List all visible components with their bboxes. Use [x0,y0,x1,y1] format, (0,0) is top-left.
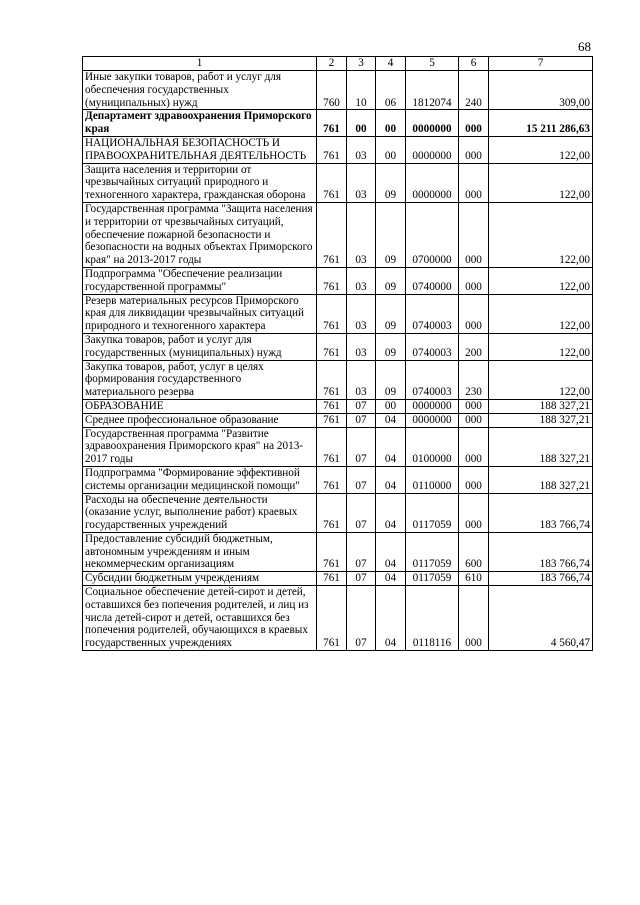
table-row [83,110,593,137]
row-code-2: 761 [317,136,347,163]
row-code-6: 600 [459,532,489,571]
row-code-6: 000 [459,399,489,413]
row-code-5: 0000000 [406,413,459,427]
row-code-3: 07 [347,399,376,413]
row-code-4: 00 [376,110,406,137]
row-code-3: 07 [347,427,376,466]
table-row [83,572,593,586]
row-code-2: 761 [317,294,347,333]
row-code-5: 0700000 [406,202,459,267]
row-code-5: 0740003 [406,333,459,360]
table-row [83,71,593,110]
row-code-3: 07 [347,466,376,493]
row-code-5: 0000000 [406,110,459,137]
row-amount: 122,00 [489,267,593,294]
row-code-2: 761 [317,532,347,571]
row-code-6: 200 [459,333,489,360]
table-row [83,493,593,532]
row-code-6: 000 [459,202,489,267]
row-code-6: 000 [459,493,489,532]
row-code-6: 000 [459,427,489,466]
row-amount: 188 327,21 [489,427,593,466]
row-code-6: 000 [459,163,489,202]
row-code-3: 07 [347,532,376,571]
row-name: Государственная программа "Развитие здравоохранения Приморского края" на 2013-2017 годы [83,427,317,466]
row-code-4: 04 [376,427,406,466]
row-code-6: 000 [459,586,489,651]
row-code-3: 07 [347,586,376,651]
row-name: Социальное обеспечение детей-сирот и детей, оставшихся без попечения родителей, и лиц из числа детей-сирот и детей, оставшихся без попечения родителей, обучающихся в краевых государственных учреждениях [83,586,317,651]
row-name: Предоставление субсидий бюджетным, автономным учреждениям и иным некоммерческим организациям [83,532,317,571]
row-code-3: 00 [347,110,376,137]
row-code-4: 09 [376,267,406,294]
row-code-2: 761 [317,493,347,532]
row-name: Расходы на обеспечение деятельности (оказание услуг, выполнение работ) краевых государственных учреждений [83,493,317,532]
row-amount: 188 327,21 [489,466,593,493]
row-code-4: 04 [376,493,406,532]
row-code-4: 04 [376,572,406,586]
row-code-5: 0000000 [406,163,459,202]
row-code-2: 760 [317,71,347,110]
table-row [83,294,593,333]
row-code-5: 0000000 [406,399,459,413]
row-code-2: 761 [317,163,347,202]
column-header: 3 [347,57,376,71]
row-code-5: 0000000 [406,136,459,163]
row-code-4: 04 [376,586,406,651]
row-amount: 188 327,21 [489,413,593,427]
row-name: Закупка товаров, работ и услуг для государственных (муниципальных) нужд [83,333,317,360]
row-amount: 188 327,21 [489,399,593,413]
column-header: 4 [376,57,406,71]
row-code-5: 0100000 [406,427,459,466]
page-number: 68 [578,39,591,54]
row-code-5: 0740003 [406,294,459,333]
row-code-4: 04 [376,532,406,571]
row-code-6: 240 [459,71,489,110]
row-code-2: 761 [317,466,347,493]
row-code-2: 761 [317,427,347,466]
row-code-6: 000 [459,466,489,493]
row-code-5: 0740000 [406,267,459,294]
column-header: 2 [317,57,347,71]
column-header: 7 [489,57,593,71]
row-amount: 183 766,74 [489,532,593,571]
row-code-2: 761 [317,110,347,137]
row-name: Подпрограмма "Обеспечение реализации государственной программы" [83,267,317,294]
row-amount: 15 211 286,63 [489,110,593,137]
budget-table [82,56,593,651]
row-code-3: 03 [347,294,376,333]
row-amount: 122,00 [489,202,593,267]
row-amount: 122,00 [489,136,593,163]
row-code-5: 0117059 [406,532,459,571]
row-name: Подпрограмма "Формирование эффективной системы организации медицинской помощи" [83,466,317,493]
row-code-6: 000 [459,413,489,427]
table-header-row [83,57,593,71]
row-amount: 309,00 [489,71,593,110]
row-code-4: 09 [376,360,406,399]
row-code-4: 04 [376,413,406,427]
row-code-2: 761 [317,333,347,360]
table-row [83,136,593,163]
table-row [83,163,593,202]
table-row [83,413,593,427]
row-code-5: 0110000 [406,466,459,493]
row-code-3: 03 [347,267,376,294]
table-row [83,532,593,571]
row-code-2: 761 [317,267,347,294]
row-amount: 122,00 [489,333,593,360]
row-name: Государственная программа "Защита населения и территории от чрезвычайных ситуаций, обеспечение пожарной безопасности и безопасности на водных объектах Приморского края" на 2013-2017 годы [83,202,317,267]
row-code-2: 761 [317,586,347,651]
row-code-3: 03 [347,202,376,267]
row-code-6: 000 [459,294,489,333]
row-code-4: 09 [376,294,406,333]
row-code-5: 0117059 [406,493,459,532]
row-name: ОБРАЗОВАНИЕ [83,399,317,413]
row-name: НАЦИОНАЛЬНАЯ БЕЗОПАСНОСТЬ И ПРАВООХРАНИТЕЛЬНАЯ ДЕЯТЕЛЬНОСТЬ [83,136,317,163]
row-code-2: 761 [317,360,347,399]
row-code-4: 09 [376,163,406,202]
row-code-3: 10 [347,71,376,110]
row-code-5: 1812074 [406,71,459,110]
row-name: Департамент здравоохранения Приморского края [83,110,317,137]
table-row [83,586,593,651]
row-amount: 183 766,74 [489,572,593,586]
column-header: 6 [459,57,489,71]
row-code-3: 03 [347,136,376,163]
row-code-4: 00 [376,136,406,163]
row-code-6: 230 [459,360,489,399]
row-name: Резерв материальных ресурсов Приморского края для ликвидации чрезвычайных ситуаций природного и техногенного характера [83,294,317,333]
row-code-2: 761 [317,399,347,413]
column-header: 5 [406,57,459,71]
row-code-3: 07 [347,572,376,586]
row-code-3: 07 [347,493,376,532]
row-name: Закупка товаров, работ, услуг в целях формирования государственного материального резерва [83,360,317,399]
row-amount: 183 766,74 [489,493,593,532]
row-name: Иные закупки товаров, работ и услуг для обеспечения государственных (муниципальных) нужд [83,71,317,110]
row-name: Субсидии бюджетным учреждениям [83,572,317,586]
row-amount: 122,00 [489,163,593,202]
row-name: Среднее профессиональное образование [83,413,317,427]
table-row [83,466,593,493]
row-code-6: 000 [459,136,489,163]
row-code-2: 761 [317,413,347,427]
row-amount: 122,00 [489,360,593,399]
table-row [83,360,593,399]
row-code-6: 000 [459,267,489,294]
row-code-4: 06 [376,71,406,110]
row-code-4: 00 [376,399,406,413]
row-code-2: 761 [317,202,347,267]
table-row [83,427,593,466]
table-row [83,267,593,294]
row-code-6: 610 [459,572,489,586]
row-code-3: 07 [347,413,376,427]
row-code-5: 0740003 [406,360,459,399]
row-code-3: 03 [347,360,376,399]
row-code-2: 761 [317,572,347,586]
row-code-3: 03 [347,333,376,360]
row-amount: 4 560,47 [489,586,593,651]
row-code-4: 09 [376,202,406,267]
row-code-3: 03 [347,163,376,202]
row-name: Защита населения и территории от чрезвычайных ситуаций природного и техногенного характера, гражданская оборона [83,163,317,202]
row-code-6: 000 [459,110,489,137]
table-row [83,399,593,413]
table-row [83,333,593,360]
row-amount: 122,00 [489,294,593,333]
row-code-5: 0118116 [406,586,459,651]
row-code-4: 04 [376,466,406,493]
row-code-4: 09 [376,333,406,360]
row-code-5: 0117059 [406,572,459,586]
column-header: 1 [83,57,317,71]
table-row [83,202,593,267]
